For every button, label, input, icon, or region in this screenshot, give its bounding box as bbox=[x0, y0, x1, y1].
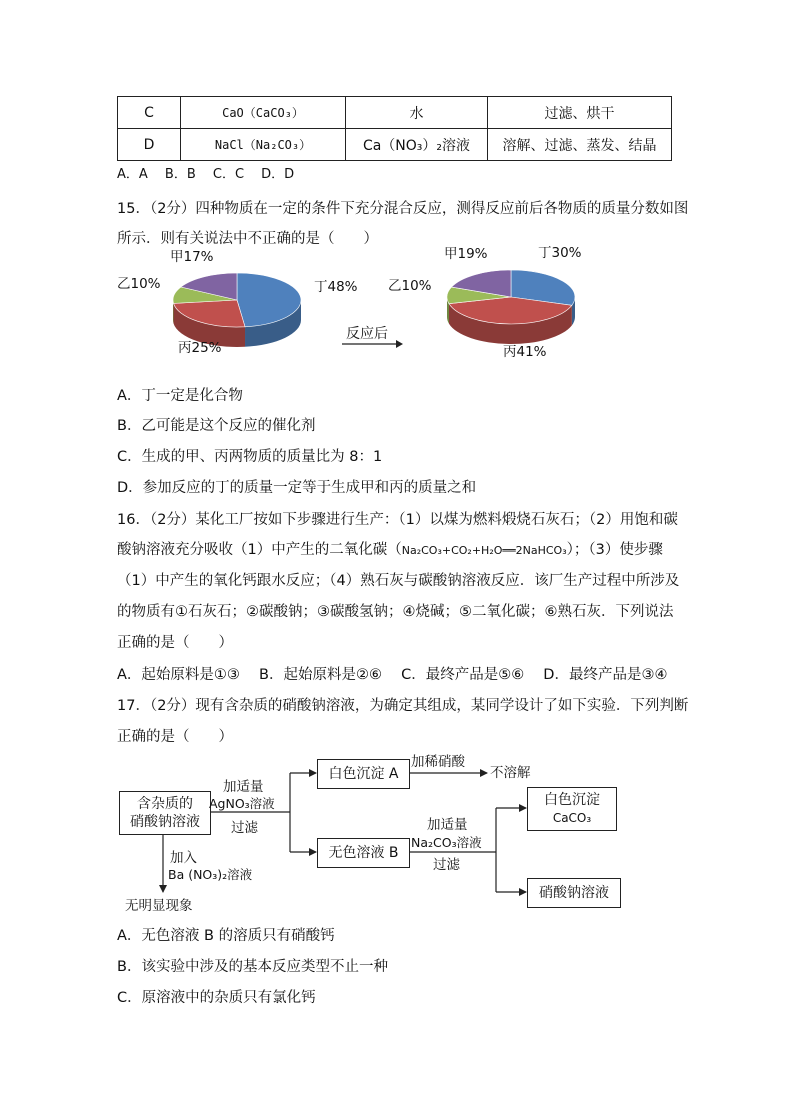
row-method: 溶解、过滤、蒸发、结晶 bbox=[488, 129, 672, 161]
add2-reagent: Na₂CO₃溶液 bbox=[411, 835, 482, 850]
prev-choices: A．A B．B C．C D．D bbox=[117, 167, 295, 182]
q17-stem-line2: 正确的是（ ） bbox=[117, 729, 233, 745]
caco3-box-line2: CaCO₃ bbox=[552, 811, 592, 825]
solution-b-box: 无色溶液 B bbox=[317, 838, 410, 868]
ba-reagent: Ba (NO₃)₂溶液 bbox=[168, 867, 253, 882]
row-reagent: Ca（NO₃）₂溶液 bbox=[346, 129, 488, 161]
q15-stem-line1: 15．（2分）四种物质在一定的条件下充分混合反应，测得反应前后各物质的质量分数如图 bbox=[117, 201, 689, 217]
q15-option-d: D．参加反应的丁的质量一定等于生成甲和丙的质量之和 bbox=[117, 480, 477, 496]
row-label: C bbox=[118, 97, 181, 129]
q16-line2-start: 酸钠溶液充分吸收（1）中产生的二氧化碳（ bbox=[117, 542, 402, 558]
start-box bbox=[119, 791, 211, 835]
pie-label: 乙10% bbox=[388, 278, 432, 294]
q16-equation: Na₂CO₃+CO₂+H₂O══2NaHCO₃ bbox=[401, 544, 567, 557]
nano3-box: 硝酸钠溶液 bbox=[527, 878, 621, 908]
add2-label: 加适量 bbox=[427, 817, 468, 833]
row-substance: NaCl（Na₂CO₃） bbox=[181, 129, 346, 161]
q17-option-a: A．无色溶液 B 的溶质只有硝酸钙 bbox=[117, 928, 335, 944]
acid-label: 加稀硝酸 bbox=[411, 754, 465, 770]
q17-stem-line1: 17．（2分）现有含杂质的硝酸钠溶液，为确定其组成，某同学设计了如下实验．下列判断 bbox=[117, 698, 689, 714]
start-box-line1: 含杂质的 bbox=[137, 796, 193, 812]
q17-option-b: B．该实验中涉及的基本反应类型不止一种 bbox=[117, 959, 388, 975]
row-reagent: 水 bbox=[346, 97, 488, 129]
q16-line3: （1）中产生的氧化钙跟水反应；（4）熟石灰与碳酸钠溶液反应．该厂生产过程中所涉及 bbox=[117, 573, 680, 589]
q16-line5: 正确的是（ ） bbox=[117, 635, 233, 651]
row-label: D bbox=[118, 129, 181, 161]
precipitate-a-box: 白色沉淀 A bbox=[317, 759, 410, 789]
pie-label: 甲17% bbox=[170, 249, 214, 265]
filter2-label: 过滤 bbox=[433, 857, 460, 873]
row-substance: CaO（CaCO₃） bbox=[181, 97, 346, 129]
pie-label: 甲19% bbox=[444, 246, 488, 262]
q15-stem-line2: 所示．则有关说法中不正确的是（ ） bbox=[117, 231, 378, 247]
q16-line2-end: ）；（3）使步骤 bbox=[566, 542, 663, 558]
add1-reagent: AgNO₃溶液 bbox=[209, 796, 275, 811]
start-box-line2: 硝酸钠溶液 bbox=[130, 814, 200, 830]
pie-label: 丙25% bbox=[178, 340, 222, 356]
no-change-label: 无明显现象 bbox=[125, 898, 193, 914]
q15-option-c: C．生成的甲、丙两物质的质量比为 8：1 bbox=[117, 449, 383, 465]
insoluble-label: 不溶解 bbox=[490, 765, 531, 781]
q16-options: A．起始原料是①③ B．起始原料是②⑥ C．最终产品是⑤⑥ D．最终产品是③④ bbox=[117, 667, 668, 683]
pie-label: 丁30% bbox=[538, 245, 582, 261]
ba-label: 加入 bbox=[170, 850, 197, 866]
pie-label: 乙10% bbox=[117, 276, 161, 292]
q15-option-b: B．乙可能是这个反应的催化剂 bbox=[117, 418, 316, 434]
add1-label: 加适量 bbox=[223, 779, 264, 795]
q15-option-a: A．丁一定是化合物 bbox=[117, 388, 243, 404]
q17-option-c: C．原溶液中的杂质只有氯化钙 bbox=[117, 990, 316, 1006]
q16-line4: 的物质有①石灰石；②碳酸钠；③碳酸氢钠；④烧碱；⑤二氧化碳；⑥熟石灰．下列说法 bbox=[117, 604, 674, 620]
pie-label: 丁48% bbox=[314, 279, 358, 295]
row-method: 过滤、烘干 bbox=[488, 97, 672, 129]
caco3-box-line1: 白色沉淀 bbox=[544, 792, 600, 808]
filter1-label: 过滤 bbox=[231, 820, 258, 836]
arrow-label: 反应后 bbox=[346, 326, 388, 342]
pie-label: 丙41% bbox=[503, 344, 547, 360]
q16-line1: 16．（2分）某化工厂按如下步骤进行生产：（1）以煤为燃料煅烧石灰石；（2）用饱和碳 bbox=[117, 512, 678, 528]
precipitate-caco3-box bbox=[527, 787, 617, 831]
